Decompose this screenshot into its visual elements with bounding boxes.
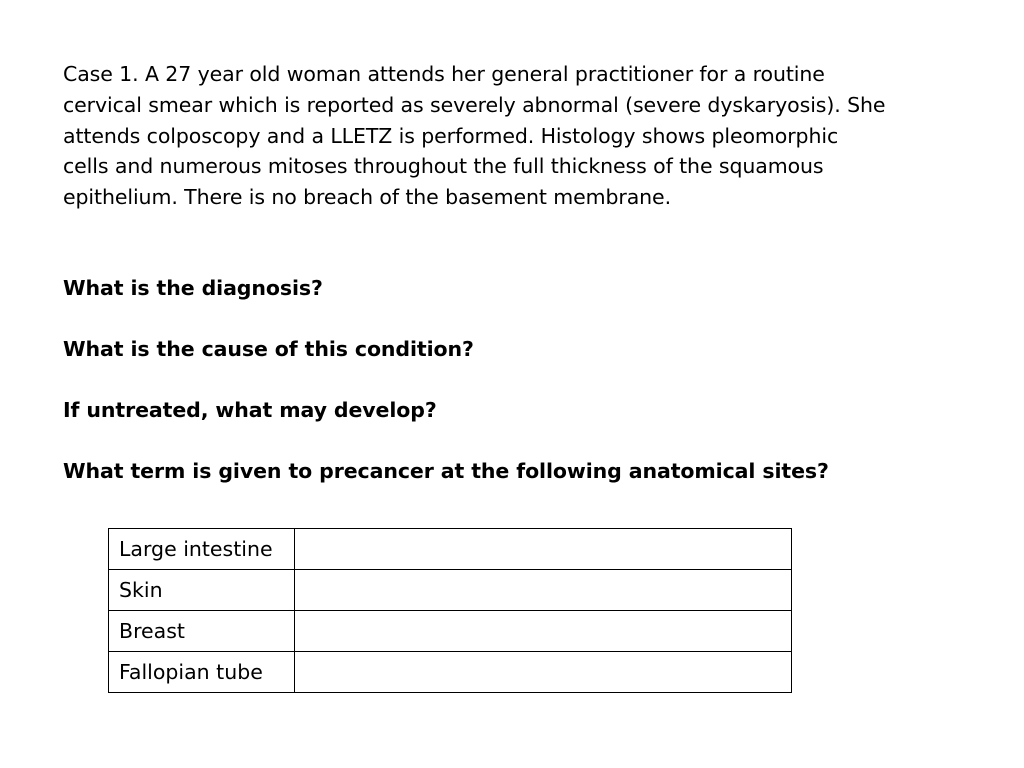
answer-cell[interactable] — [295, 570, 792, 611]
table-row — [109, 611, 792, 652]
question-precancer-terms: What term is given to precancer at the following anatomical sites? — [63, 459, 829, 483]
case-line: epithelium. There is no breach of the basement membrane. — [63, 185, 671, 210]
site-cell: Breast — [109, 611, 295, 652]
answer-cell[interactable] — [295, 611, 792, 652]
table-row — [109, 570, 792, 611]
table-row — [109, 529, 792, 570]
case-description — [63, 59, 903, 213]
question-untreated: If untreated, what may develop? — [63, 398, 437, 422]
site-cell: Skin — [109, 570, 295, 611]
question-cause: What is the cause of this condition? — [63, 337, 474, 361]
case-line: Case 1. A 27 year old woman attends her general practitioner for a routine — [63, 62, 825, 86]
table-row — [109, 652, 792, 693]
question-diagnosis: What is the diagnosis? — [63, 276, 323, 300]
answer-cell[interactable] — [295, 652, 792, 693]
answer-cell[interactable] — [295, 529, 792, 570]
site-cell: Large intestine — [109, 529, 295, 570]
precancer-terms-table — [108, 528, 792, 693]
case-line: attends colposcopy and a LLETZ is performed. Histology shows pleomorphic — [63, 123, 839, 148]
site-cell: Fallopian tube — [109, 652, 295, 693]
case-line: cervical smear which is reported as severely abnormal (severe dyskaryosis). She — [63, 92, 886, 117]
case-line: cells and numerous mitoses throughout the full thickness of the squamous — [63, 154, 824, 179]
